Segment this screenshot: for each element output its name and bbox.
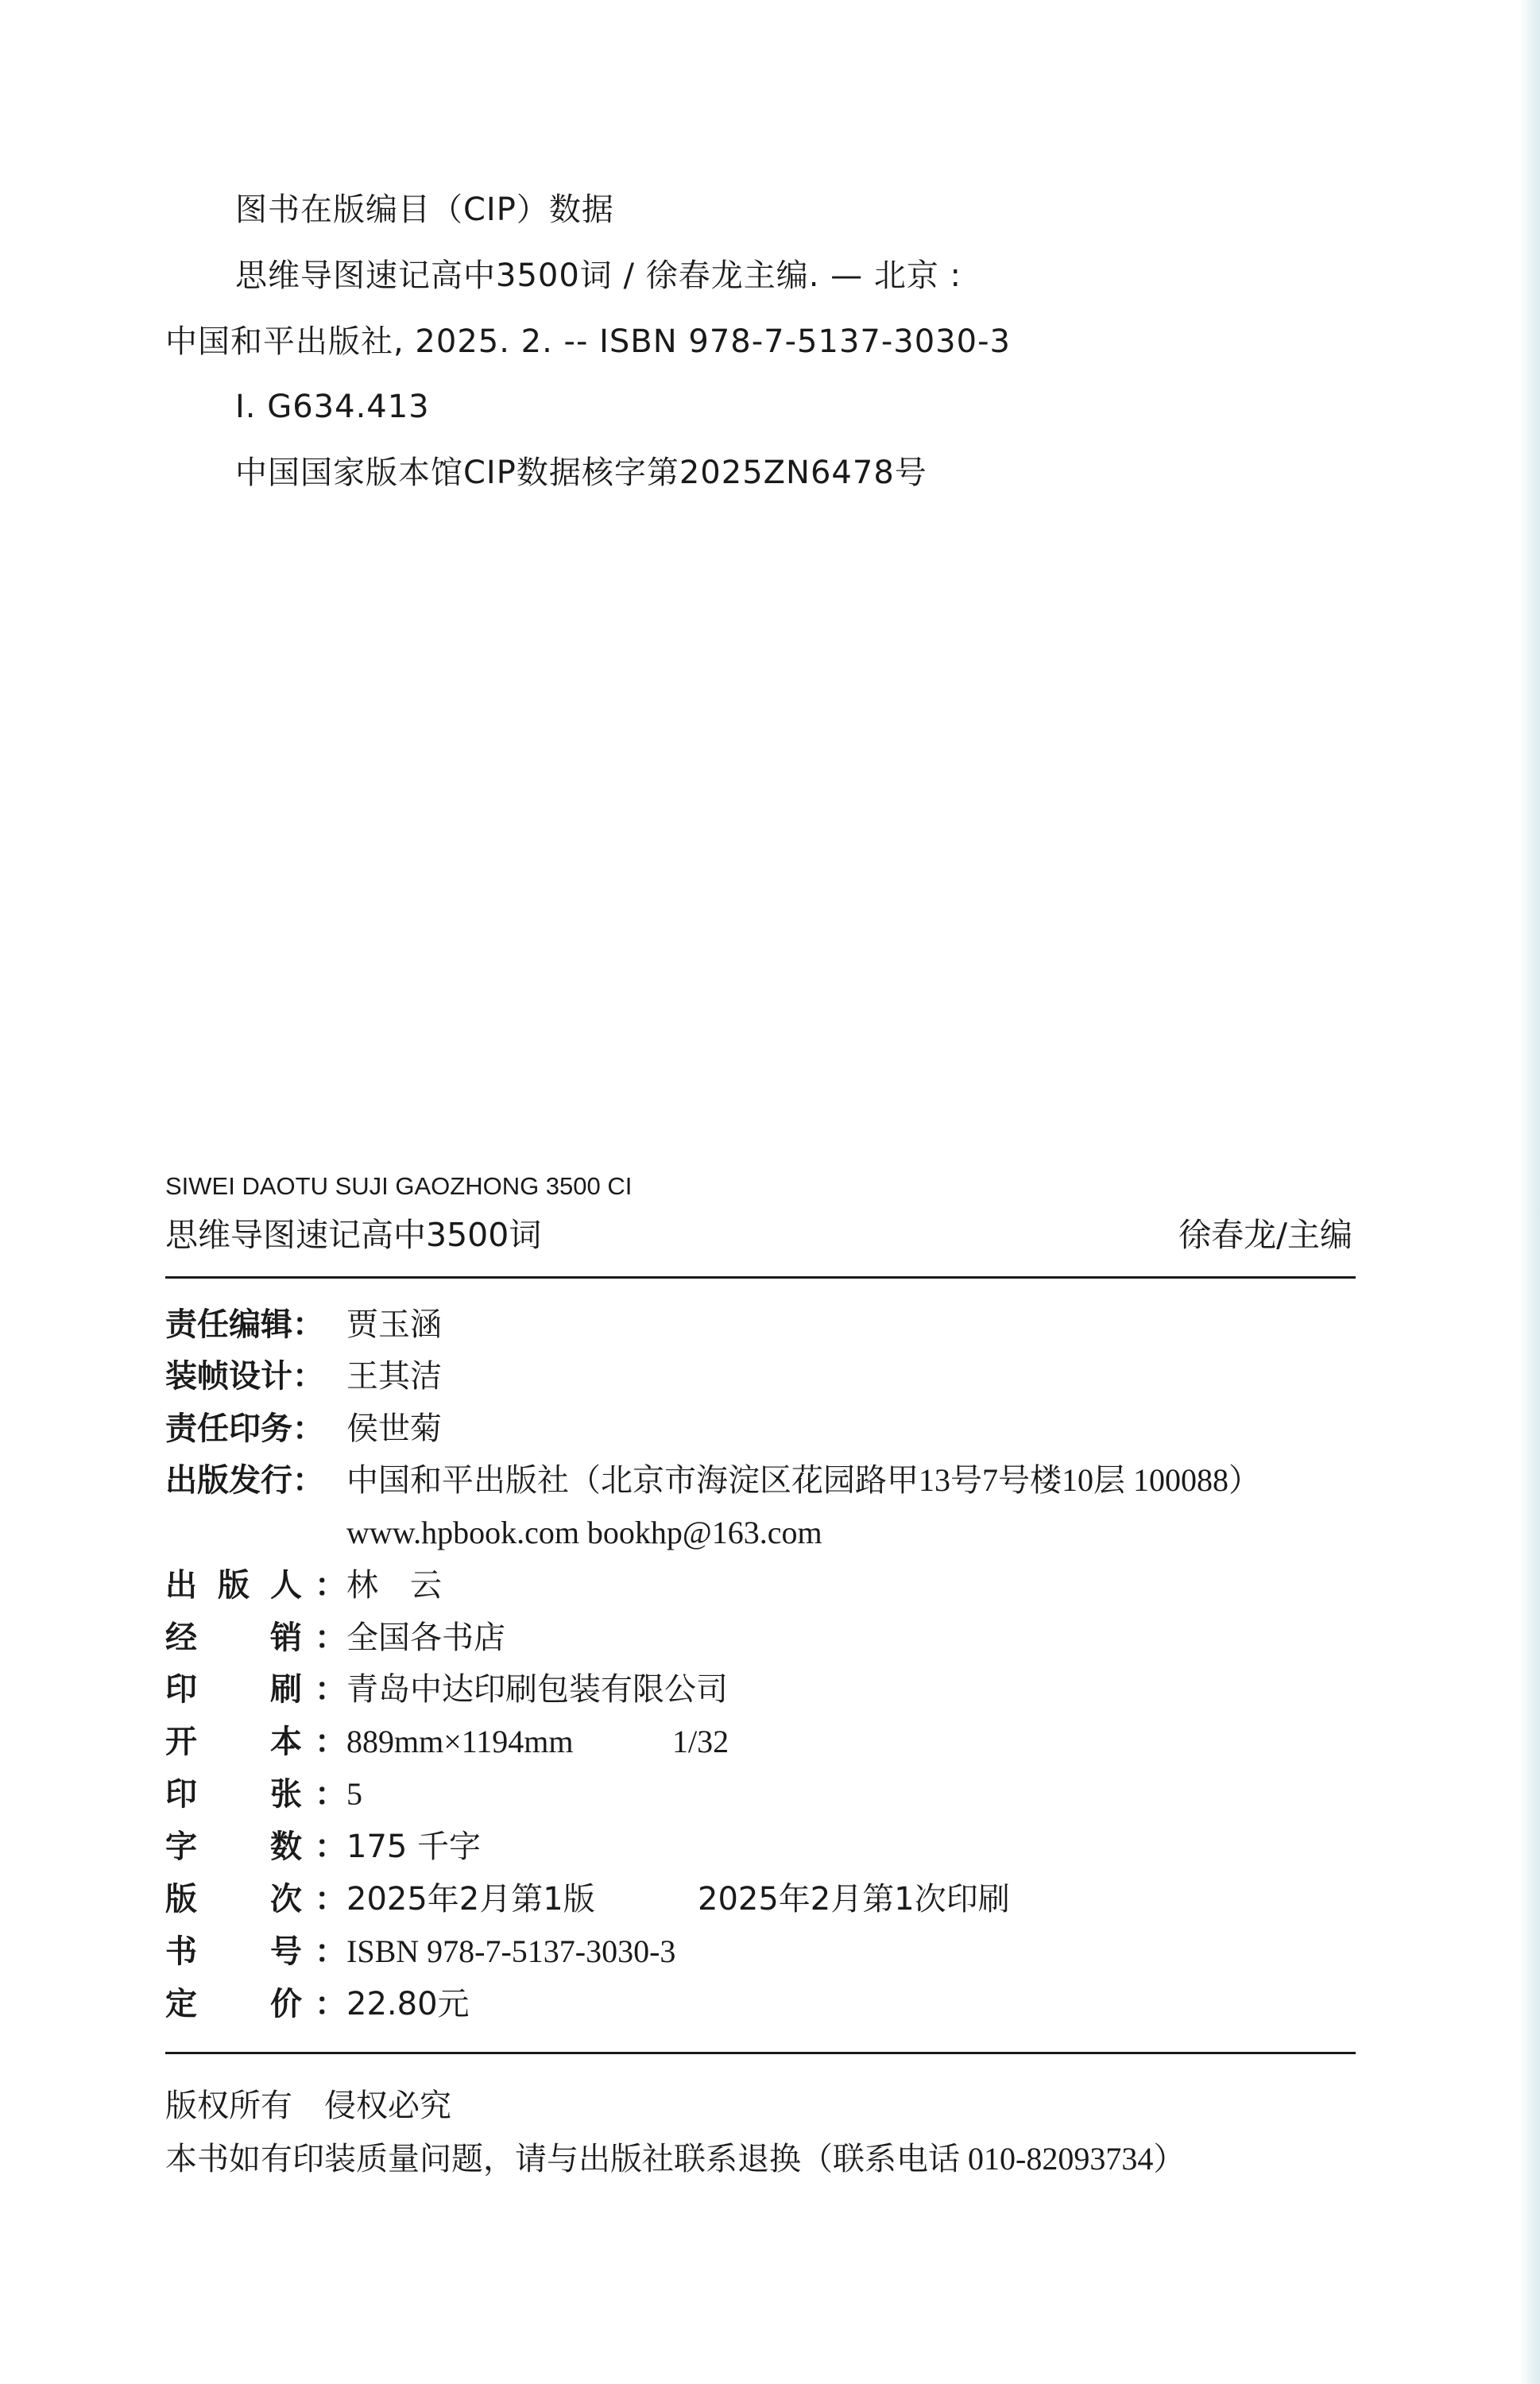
words-label: 字 数 ： bbox=[165, 1829, 346, 1865]
printer-value: 青岛中达印刷包装有限公司 bbox=[346, 1671, 728, 1708]
book-author: 徐春龙/主编 bbox=[1178, 1216, 1352, 1254]
format-label: 开 本 ： bbox=[165, 1724, 346, 1760]
sheets-value: 5 bbox=[346, 1776, 362, 1812]
print-supervisor-label: 责任印务： bbox=[165, 1411, 324, 1447]
publisher-label: 出版发行： bbox=[165, 1462, 324, 1499]
issuer-value: 林 云 bbox=[346, 1567, 442, 1604]
design-label: 装帧设计： bbox=[165, 1358, 324, 1395]
cip-line-4: 中国国家版本馆CIP数据核字第2025ZN6478号 bbox=[235, 455, 927, 491]
issuer-label: 出 版 人 ： bbox=[165, 1567, 346, 1604]
format-size-value: 889mm×1194mm bbox=[346, 1724, 574, 1759]
price-label: 定 价 ： bbox=[165, 1986, 346, 2022]
cip-line-1: 思维导图速记高中3500词 / 徐春龙主编. — 北京 : bbox=[235, 257, 962, 294]
printing-value: 2025年2月第1次印刷 bbox=[698, 1881, 1010, 1918]
design-value: 王其洁 bbox=[346, 1358, 442, 1395]
cip-line-3: Ⅰ. G634.413 bbox=[235, 389, 430, 425]
editor-value: 贾玉涵 bbox=[346, 1306, 442, 1343]
distributor-label: 经 销 ： bbox=[165, 1620, 346, 1656]
isbn-label: 书 号 ： bbox=[165, 1933, 346, 1970]
editor-label: 责任编辑： bbox=[165, 1306, 324, 1343]
publisher-value: 中国和平出版社（北京市海淀区花园路甲13号7号楼10层 100088） bbox=[346, 1462, 1260, 1498]
top-divider bbox=[165, 1276, 1356, 1279]
format-fold-value: 1/32 bbox=[672, 1724, 729, 1759]
cip-heading: 图书在版编目（CIP）数据 bbox=[235, 192, 614, 228]
book-title-pinyin: SIWEI DAOTU SUJI GAOZHONG 3500 CI bbox=[165, 1172, 633, 1200]
sheets-label: 印 张 ： bbox=[165, 1776, 346, 1813]
isbn-value: ISBN 978-7-5137-3030-3 bbox=[346, 1933, 676, 1969]
price-value: 22.80元 bbox=[346, 1986, 470, 2022]
copyright-notice: 版权所有 侵权必究 bbox=[165, 2088, 451, 2124]
book-title: 思维导图速记高中3500词 bbox=[165, 1216, 542, 1254]
print-supervisor-value: 侯世菊 bbox=[346, 1411, 442, 1447]
cip-line-2: 中国和平出版社, 2025. 2. -- ISBN 978-7-5137-3030-3 bbox=[165, 323, 1011, 360]
words-value: 175 千字 bbox=[346, 1829, 482, 1865]
return-notice: 本书如有印装质量问题，请与出版社联系退换（联系电话 010-82093734） bbox=[165, 2141, 1186, 2177]
page-edge-tint bbox=[1519, 0, 1540, 2384]
printer-label: 印 刷 ： bbox=[165, 1671, 346, 1708]
publisher-web: www.hpbook.com bookhp@163.com bbox=[346, 1515, 822, 1550]
edition-value: 2025年2月第1版 bbox=[346, 1881, 595, 1918]
bottom-divider bbox=[165, 2052, 1356, 2054]
distributor-value: 全国各书店 bbox=[346, 1620, 505, 1656]
edition-label: 版 次 ： bbox=[165, 1881, 346, 1918]
